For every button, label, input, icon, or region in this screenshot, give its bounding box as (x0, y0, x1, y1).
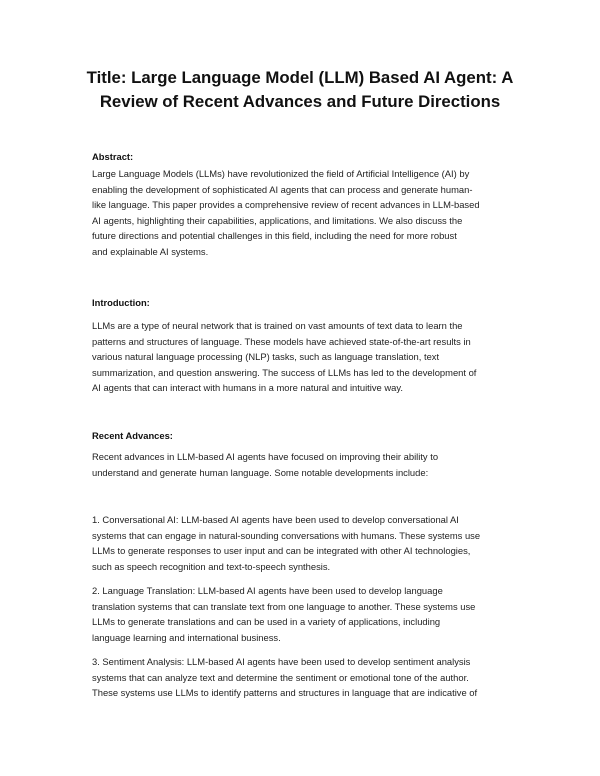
title-line: Review of Recent Advances and Future Directions (99, 92, 501, 111)
text-line: understand and generate human language. Some notable developments include: (92, 466, 429, 478)
text-line: language learning and international business. (92, 631, 281, 643)
text-line: like language. This paper provides a comprehensive review of recent advances in LLM-based (92, 199, 480, 211)
text-line: patterns and structures of language. These models have achieved state-of-the-art results in (92, 335, 471, 347)
text-line: various natural language processing (NLP) tasks, such as language translation, text (92, 351, 440, 363)
recent-advances-intro (92, 449, 522, 480)
title-line: Title: Large Language Model (LLM) Based AI Agent: A (86, 68, 514, 87)
text-line: 2. Language Translation: LLM-based AI agents have been used to develop language (92, 585, 443, 596)
text-line: Recent advances in LLM-based AI agents have focused on improving their ability to (92, 451, 439, 462)
abstract-paragraph (92, 166, 522, 260)
text-line: These systems use LLMs to identify patterns and structures in language that are indicative of (92, 687, 478, 699)
abstract-heading: Abstract: (92, 151, 134, 162)
recent-advances-heading: Recent Advances: (92, 430, 173, 441)
list-item-conversational-ai (92, 512, 522, 574)
text-line: summarization, and question answering. The success of LLMs has led to the development of (92, 366, 477, 378)
text-line: LLMs to generate translations and can be used in a variety of applications, including (92, 616, 441, 628)
introduction-heading: Introduction: (92, 297, 150, 308)
list-item-language-translation (92, 583, 522, 645)
text-line: AI agents that can interact with humans in a more natural and intuitive way. (92, 382, 403, 394)
list-item-sentiment-analysis (92, 654, 522, 701)
text-line: LLMs to generate responses to user input and can be integrated with other AI technologies, (92, 545, 471, 557)
text-line: 3. Sentiment Analysis: LLM-based AI agents have been used to develop sentiment analysis (92, 656, 471, 667)
text-line: systems that can analyze text and determine the sentiment or emotional tone of the author. (92, 671, 469, 683)
text-line: systems that can engage in natural-sounding conversations with humans. These systems use (92, 529, 481, 541)
text-line: AI agents, highlighting their capabilities, applications, and limitations. We also discuss the (92, 214, 463, 226)
page-title (60, 66, 540, 114)
text-line: and explainable AI systems. (92, 245, 209, 257)
text-line: future directions and potential challenges in this field, including the need for more robust (92, 230, 457, 242)
introduction-paragraph (92, 318, 522, 396)
text-line: such as speech recognition and text-to-speech synthesis. (92, 560, 331, 572)
text-line: LLMs are a type of neural network that is trained on vast amounts of text data to learn the (92, 320, 463, 331)
text-line: 1. Conversational AI: LLM-based AI agents have been used to develop conversational AI (92, 514, 459, 525)
text-line: translation systems that can translate text from one language to another. These systems use (92, 600, 476, 612)
text-line: enabling the development of sophisticated AI agents that can process and generate human- (92, 183, 473, 195)
text-line: Large Language Models (LLMs) have revolutionized the field of Artificial Intelligence (AI) by (92, 168, 470, 179)
